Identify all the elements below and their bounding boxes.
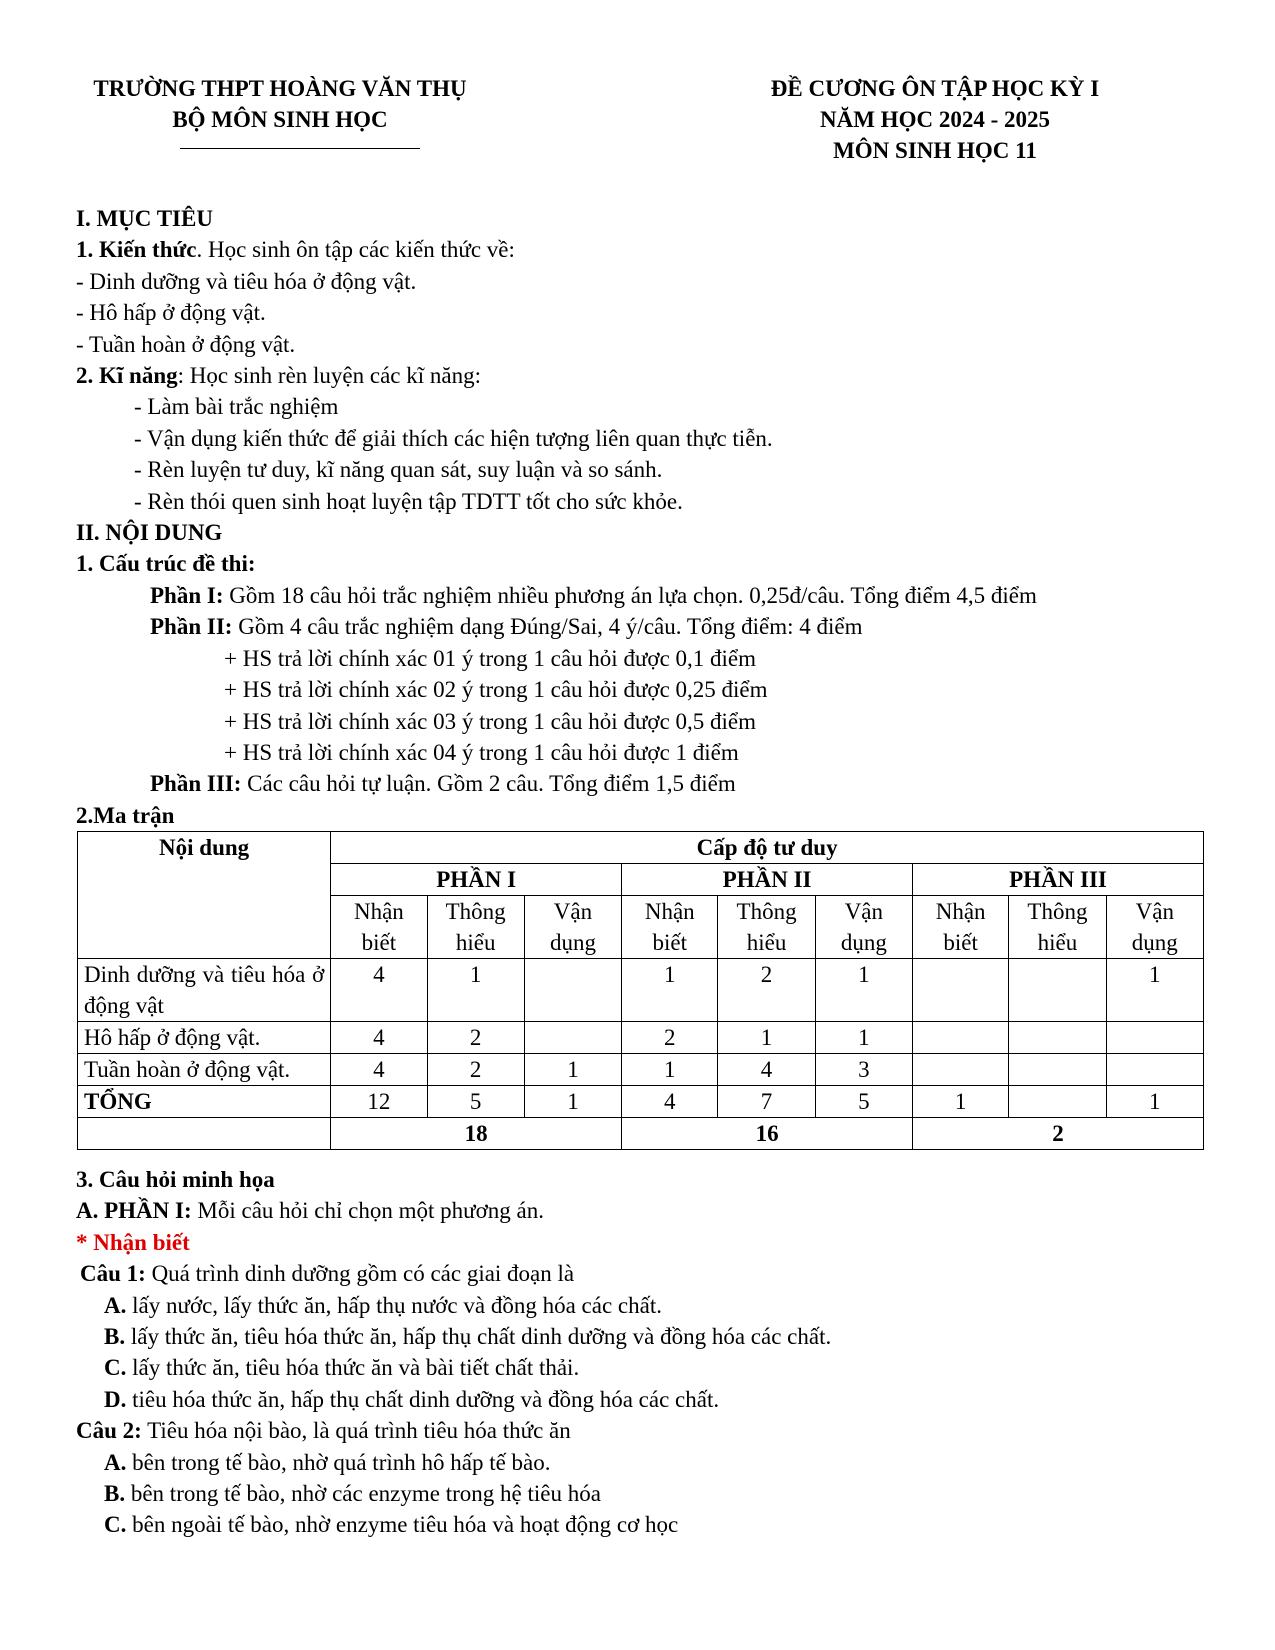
table-cell [913, 1054, 1009, 1086]
matrix-table [77, 831, 1204, 1150]
table-cell: 1 [1106, 959, 1203, 1022]
table-cell: 3 [815, 1054, 912, 1086]
part-header: PHẦN II [622, 864, 913, 896]
questions-heading: 3. Câu hỏi minh họa [76, 1167, 275, 1192]
part2-rule: + HS trả lời chính xác 04 ý trong 1 câu hỏi được 1 điểm [224, 739, 739, 765]
part2-line [76, 611, 1216, 642]
level-header: Thông hiểu [427, 896, 524, 959]
table-cell: 1 [1106, 1086, 1203, 1118]
question-label: Câu 1: [80, 1261, 146, 1287]
part2-rule: + HS trả lời chính xác 02 ý trong 1 câu hỏi được 0,25 điểm [224, 677, 768, 703]
table-cell: 2 [427, 1022, 524, 1054]
structure-heading: 1. Cấu trúc đề thi: [76, 551, 256, 577]
part2-label: Phần II: [150, 614, 233, 640]
answer-option: C. lấy thức ăn, tiêu hóa thức ăn và bài tiết chất thải. [104, 1355, 580, 1381]
part1-text: Gồm 18 câu hỏi trắc nghiệm nhiều phương án lựa chọn. 0,25đ/câu. Tổng điểm 4,5 điểm [223, 582, 1037, 608]
level-header: Thông hiểu [1009, 896, 1106, 959]
table-cell: 4 [331, 959, 427, 1022]
content-heading: II. NỘI DUNG [76, 520, 223, 546]
table-cell: 1 [718, 1022, 815, 1054]
question-1 [76, 1258, 1216, 1289]
answer-option: C. bên ngoài tế bào, nhờ enzyme tiêu hóa và hoạt động cơ học [104, 1512, 679, 1538]
section-label: A. PHẦN I: [76, 1198, 192, 1224]
level-header: Nhận biết [913, 896, 1009, 959]
table-cell: 1 [815, 1022, 912, 1054]
table-cell [1009, 1086, 1106, 1118]
question-label: Câu 2: [76, 1418, 142, 1444]
part3-line [76, 768, 1216, 799]
table-cell: 1 [913, 1086, 1009, 1118]
skills-item: - Rèn luyện tư duy, kĩ năng quan sát, suy luận và so sánh. [134, 457, 663, 483]
table-cell: 2 [622, 1022, 718, 1054]
table-cell: 4 [331, 1054, 427, 1086]
header-left [60, 73, 500, 135]
part2-rule: + HS trả lời chính xác 01 ý trong 1 câu hỏi được 0,1 điểm [224, 645, 757, 671]
part1-label: Phần I: [150, 582, 224, 608]
table-cell [524, 959, 621, 1022]
table-cell: 1 [622, 959, 718, 1022]
table-cell [1106, 1022, 1203, 1054]
matrix-heading: 2.Ma trận [76, 802, 175, 828]
knowledge-item: - Dinh dưỡng và tiêu hóa ở động vật. [76, 268, 417, 294]
matrix-header-row [78, 832, 1204, 864]
answer-option: A. bên trong tế bào, nhờ quá trình hô hấp tế bào. [104, 1449, 551, 1475]
skills-label: 2. Kĩ năng [76, 363, 178, 389]
part3-label: Phần III: [150, 771, 242, 797]
level-label: * Nhận biết [76, 1229, 190, 1255]
skills-text: : Học sinh rèn luyện các kĩ năng: [177, 363, 482, 389]
question-2 [76, 1415, 1216, 1446]
answer-option: B. lấy thức ăn, tiêu hóa thức ăn, hấp thụ chất dinh dưỡng và đồng hóa các chất. [104, 1324, 832, 1350]
skills-line [76, 360, 1216, 391]
table-cell: 5 [427, 1086, 524, 1118]
header-divider [180, 148, 420, 149]
table-cell: 1 [427, 959, 524, 1022]
part-header: PHẦN I [331, 864, 622, 896]
knowledge-text: . Học sinh ôn tập các kiến thức về: [196, 237, 515, 263]
table-cell: 4 [331, 1022, 427, 1054]
table-cell: 2 [427, 1054, 524, 1086]
school-name: TRƯỜNG THPT HOÀNG VĂN THỤ [93, 76, 467, 101]
table-cell: 1 [524, 1086, 621, 1118]
part1-line [76, 580, 1216, 611]
table-cell: 1 [622, 1054, 718, 1086]
table-row [78, 1054, 1204, 1086]
table-row-part-totals [78, 1118, 1204, 1150]
table-cell: 4 [718, 1054, 815, 1086]
knowledge-label: 1. Kiến thức [76, 237, 197, 263]
level-header: Vận dụng [524, 896, 621, 959]
table-cell [913, 959, 1009, 1022]
section-line [76, 1195, 1216, 1226]
table-row [78, 1022, 1204, 1054]
table-cell: 1 [815, 959, 912, 1022]
table-cell [1009, 959, 1106, 1022]
level-header: Nhận biết [622, 896, 718, 959]
questions-section [76, 1164, 1216, 1541]
subject-name: MÔN SINH HỌC 11 [833, 138, 1037, 163]
school-year: NĂM HỌC 2024 - 2025 [820, 107, 1050, 132]
table-cell [78, 1118, 331, 1150]
table-cell [524, 1022, 621, 1054]
table-cell: 1 [524, 1054, 621, 1086]
row-label: Dinh dưỡng và tiêu hóa ở động vật [78, 959, 331, 1022]
table-cell: 5 [815, 1086, 912, 1118]
level-header: Vận dụng [815, 896, 912, 959]
answer-option: D. tiêu hóa thức ăn, hấp thụ chất dinh dưỡng và đồng hóa các chất. [104, 1386, 720, 1412]
row-label: Tuần hoàn ở động vật. [78, 1054, 331, 1086]
table-cell [913, 1022, 1009, 1054]
row-label: Hô hấp ở động vật. [78, 1022, 331, 1054]
table-cell [1106, 1054, 1203, 1086]
level-header: Nhận biết [331, 896, 427, 959]
level-header: Thông hiểu [718, 896, 815, 959]
part-total: 2 [913, 1118, 1204, 1150]
document-body [76, 203, 1216, 831]
table-row-total [78, 1086, 1204, 1118]
answer-option: B. bên trong tế bào, nhờ các enzyme trong hệ tiêu hóa [104, 1481, 601, 1507]
table-cell: 7 [718, 1086, 815, 1118]
col-content-header: Nội dung [78, 832, 331, 959]
part2-rule: + HS trả lời chính xác 03 ý trong 1 câu hỏi được 0,5 điểm [224, 708, 757, 734]
table-row [78, 959, 1204, 1022]
part-header: PHẦN III [913, 864, 1204, 896]
skills-item: - Rèn thói quen sinh hoạt luyện tập TDTT tốt cho sức khỏe. [134, 488, 683, 514]
skills-item: - Vận dụng kiến thức để giải thích các hiện tượng liên quan thực tiễn. [134, 425, 773, 451]
table-cell: 12 [331, 1086, 427, 1118]
part-total: 16 [622, 1118, 913, 1150]
knowledge-item: - Tuần hoàn ở động vật. [76, 331, 296, 357]
objectives-heading: I. MỤC TIÊU [76, 206, 213, 231]
part2-text: Gồm 4 câu trắc nghiệm dạng Đúng/Sai, 4 ý/câu. Tổng điểm: 4 điểm [232, 614, 863, 640]
knowledge-line [76, 234, 1216, 265]
question-text: Quá trình dinh dưỡng gồm có các giai đoạn là [145, 1261, 575, 1287]
header-right [715, 73, 1155, 166]
section-text: Mỗi câu hỏi chỉ chọn một phương án. [191, 1198, 544, 1224]
skills-item: - Làm bài trắc nghiệm [134, 394, 339, 420]
table-cell: 4 [622, 1086, 718, 1118]
level-header: Vận dụng [1106, 896, 1203, 959]
row-label: TỔNG [78, 1086, 331, 1118]
table-cell [1009, 1022, 1106, 1054]
question-text: Tiêu hóa nội bào, là quá trình tiêu hóa thức ăn [141, 1418, 571, 1444]
document-title: ĐỀ CƯƠNG ÔN TẬP HỌC KỲ I [770, 76, 1100, 101]
part-total: 18 [331, 1118, 622, 1150]
knowledge-item: - Hô hấp ở động vật. [76, 300, 266, 326]
col-level-header: Cấp độ tư duy [331, 832, 1204, 864]
table-cell [1009, 1054, 1106, 1086]
table-cell: 2 [718, 959, 815, 1022]
department-name: BỘ MÔN SINH HỌC [172, 107, 388, 132]
part3-text: Các câu hỏi tự luận. Gồm 2 câu. Tổng điểm 1,5 điểm [241, 771, 736, 797]
answer-option: A. lấy nước, lấy thức ăn, hấp thụ nước và đồng hóa các chất. [104, 1292, 662, 1318]
